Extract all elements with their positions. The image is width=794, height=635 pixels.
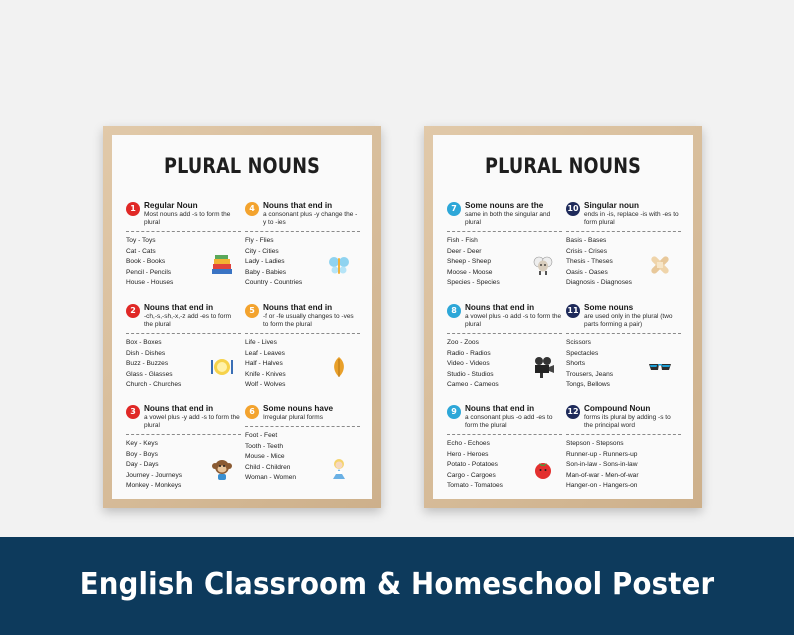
sunglasses-icon [648,355,672,379]
example-item: Tomato - Tomatoes [447,482,503,490]
example-item: Fly - Flies [245,237,274,244]
poster-frame-left [103,126,381,508]
example-item: Man-of-war - Men-of-war [566,471,639,479]
divider [245,333,360,334]
books-icon [210,253,234,277]
section-title: Some nouns [584,303,634,312]
example-item: Video - Videos [447,360,490,368]
example-item: Lady - Ladies [245,258,285,266]
section-description: same in both the singular and plural [465,211,551,226]
example-item: Baby - Babies [245,268,287,276]
section-title: Nouns that end in [144,303,214,312]
example-item: Dish - Dishes [126,349,166,357]
divider [447,333,562,334]
example-item: Child - Children [245,463,291,471]
example-item: Scissors [566,339,591,346]
example-item: Tooth - Teeth [245,442,283,450]
example-item: Glass - Glasses [126,370,173,378]
example-item: Leaf - Leaves [245,349,285,357]
example-item: Pencil - Pencils [126,268,172,276]
section-number: 7 [447,202,461,216]
section-number: 4 [245,202,259,216]
example-item: Oasis - Oases [566,268,608,276]
example-item: Tongs, Bellows [566,381,610,389]
section-title: Nouns that end in [465,303,535,312]
divider [447,231,562,232]
example-item: Shorts [566,360,586,368]
girl-icon [327,457,351,481]
example-item: Crisis - Crises [566,247,608,255]
divider [126,231,241,232]
example-item: Radio - Radios [447,349,491,357]
banner-text: English Classroom & Homeschool Poster [79,567,715,602]
example-list [566,439,681,492]
section-title: Nouns that end in [263,201,333,210]
divider [245,231,360,232]
section-title: Nouns that end in [144,404,214,413]
example-item: Thesis - Theses [566,258,613,266]
example-item: Deer - Deer [447,247,482,255]
example-item: Studio - Studios [447,370,494,378]
example-item: Diagnosis - Diagnoses [566,279,632,287]
section-title: Nouns that end in [465,404,535,413]
sheep-icon [531,253,555,277]
divider [126,434,241,435]
section-title: Singular noun [584,201,640,210]
leaf-icon [327,355,351,379]
divider [447,434,562,435]
example-item: Day - Days [126,461,159,469]
section-number: 6 [245,405,259,419]
example-item: City - Cities [245,247,279,255]
example-item: Stepson - Stepsons [566,440,624,447]
example-item: Wolf - Wolves [245,381,286,389]
example-item: Buzz - Buzzes [126,360,169,368]
example-item: Potato - Potatoes [447,461,498,469]
example-item: Church - Churches [126,381,182,389]
poster-title: PLURAL NOUNS [163,154,321,178]
section-description: a consonant plus -y change the -y to -ies [263,211,358,226]
example-item: Son-in-law - Sons-in-law [566,461,638,469]
section-number: 9 [447,405,461,419]
poster-frame-right [424,126,702,508]
section-title: Some nouns have [263,404,334,413]
example-item: Foot - Feet [245,432,278,439]
section-description: -f or -fe usually changes to -ves to form the plural [263,313,354,328]
example-item: Woman - Women [245,474,297,482]
example-item: Toy - Toys [126,237,156,244]
example-item: Fish - Fish [447,237,478,244]
section-description: Most nouns add -s to form the plural [144,211,231,226]
monkey-icon [210,457,234,481]
example-item: Life - Lives [245,339,277,346]
section-description: a vowel plus -y add -s to form the plural [144,414,240,429]
tomato-icon [531,457,555,481]
section-number: 12 [566,405,580,419]
section-description: are used only in the plural (two parts forming a pair) [584,313,673,328]
section-title: Nouns that end in [263,303,333,312]
plate-cutlery-icon [210,355,234,379]
example-item: Book - Books [126,258,166,266]
divider [245,426,360,427]
section-number: 11 [566,304,580,318]
example-item: Key - Keys [126,440,158,447]
section-description: -ch,-s,-sh,-x,-z add -es to form the plural [144,313,232,328]
example-item: Boy - Boys [126,450,158,458]
example-item: Cargo - Cargoes [447,471,496,479]
divider [566,231,681,232]
example-item: Moose - Moose [447,268,493,276]
example-item: Half - Halves [245,360,283,368]
example-item: Sheep - Sheep [447,258,491,266]
section-number: 1 [126,202,140,216]
example-item: Cat - Cats [126,247,156,255]
example-item: Cameo - Cameos [447,381,499,389]
section-description: a consonant plus -o add -es to form the plural [465,414,553,429]
example-item: Box - Boxes [126,339,162,346]
butterfly-icon [327,253,351,277]
section-number: 8 [447,304,461,318]
example-item: Basis - Bases [566,237,607,244]
divider [566,434,681,435]
example-item: Knife - Knives [245,370,286,378]
section-number: 10 [566,202,580,216]
example-item: Mouse - Mice [245,453,285,461]
section-number: 2 [126,304,140,318]
example-item: Spectacles [566,349,599,357]
film-camera-icon [531,355,555,379]
example-item: Monkey - Monkeys [126,482,182,490]
section-description: forms its plural by adding -s to the principal word [584,414,671,429]
example-item: House - Houses [126,279,174,287]
section-12 [566,404,681,492]
example-item: Country - Countries [245,279,303,287]
section-number: 5 [245,304,259,318]
example-item: Runner-up - Runners-up [566,450,638,458]
section-description: Irregular plural forms [263,414,323,421]
section-number: 3 [126,405,140,419]
example-item: Journey - Journeys [126,471,183,479]
section-title: Regular Noun [144,201,198,210]
example-item: Zoo - Zoos [447,339,479,346]
bottom-banner [0,537,794,635]
poster-paper [112,135,372,499]
section-title: Compound Noun [584,404,651,413]
section-description: ends in -is, replace -is with -es to form plural [584,211,679,226]
divider [566,333,681,334]
example-item: Hanger-on - Hangers-on [566,482,638,490]
section-title: Some nouns are the [465,201,544,210]
poster-paper [433,135,693,499]
section-description: a vowel plus -o add -s to form the plural [465,313,562,328]
example-item: Hero - Heroes [447,450,489,458]
example-item: Species - Species [447,279,500,287]
bandage-icon [648,253,672,277]
poster-title: PLURAL NOUNS [484,154,642,178]
divider [126,333,241,334]
example-item: Echo - Echoes [447,440,490,447]
example-item: Trousers, Jeans [566,370,614,378]
